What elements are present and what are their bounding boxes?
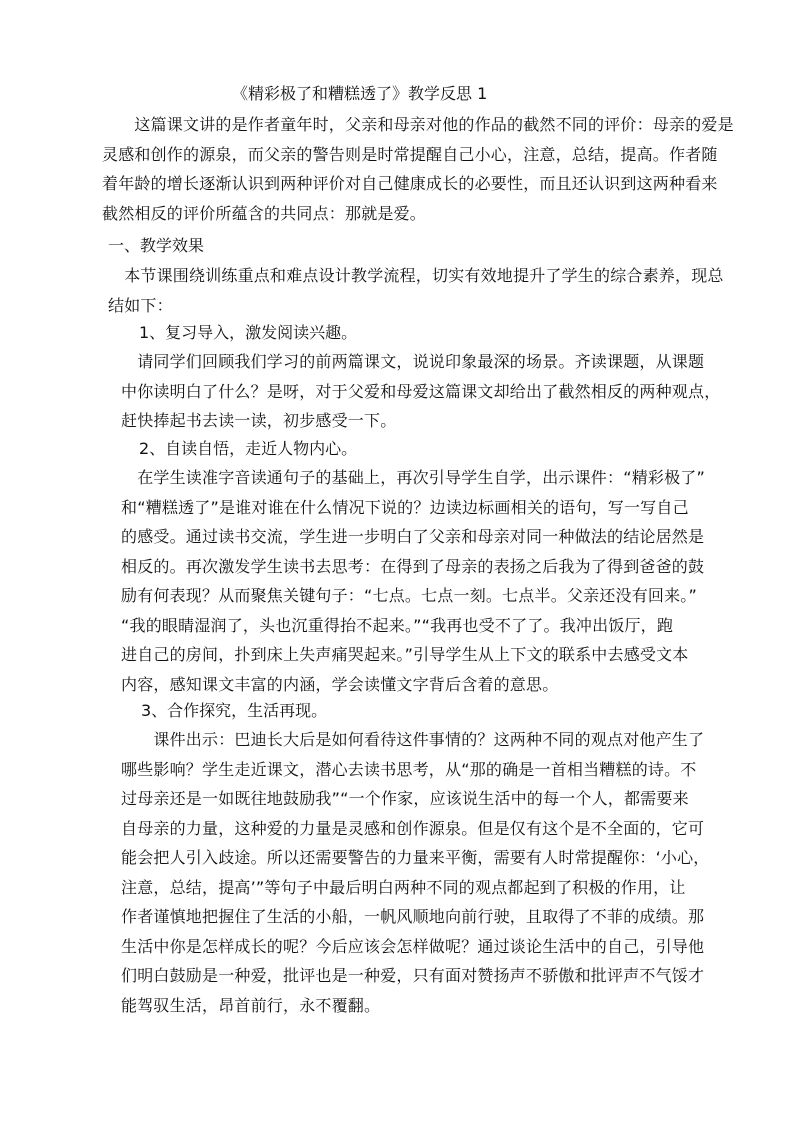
summary-paragraph	[108, 261, 724, 320]
intro-paragraph	[102, 110, 734, 228]
step-2-line: 相反的。再次激发学生读书去思考：在得到了母亲的表扬之后我为了得到爸爸的鼓	[121, 556, 705, 576]
summary-line: 结如下：	[108, 295, 173, 315]
step-1-line: 赶快捧起书去读一读，初步感受一下。	[121, 411, 397, 430]
step-2-line: 在学生读准字音读通句子的基础上，再次引导学生自学，出示课件：“精彩极了”	[121, 468, 705, 487]
intro-line: 着年龄的增长逐渐认识到两种评价对自己健康成长的必要性，而且还认识到这两种看来	[102, 174, 718, 193]
step-3-line: 自母亲的力量，这种爱的力量是灵感和创作源泉。但是仅有这个是不全面的，它可	[121, 818, 705, 838]
step-1-paragraph	[121, 347, 721, 436]
summary-line: 本节课围绕训练重点和难点设计教学流程，切实有效地提升了学生的综合素养，现总	[108, 266, 724, 285]
step-2-heading: 2、自读自悟，走近人物内心。	[139, 439, 358, 458]
step-1-line: 请同学们回顾我们学习的前两篇课文，说说印象最深的场景。齐读课题，从课题	[121, 352, 705, 371]
intro-line: 灵感和创作的源泉，而父亲的警告则是时常提醒自己小心，注意，总结，提高。作者随	[102, 144, 718, 164]
step-3-line: 作者谨慎地把握住了生活的小船，一帆风顺地向前行驶，且取得了不菲的成绩。那	[121, 907, 705, 926]
step-2-line: 和“糟糕透了”是谁对谁在什么情况下说的？边读边标画相关的语句，写一写自己	[121, 497, 689, 517]
step-2-line: “我的眼睛湿润了，头也沉重得抬不起来。”“我再也受不了了。我冲出饭厅，跑	[121, 615, 674, 635]
step-3-line: 能驾驭生活，昂首前行，永不覆翻。	[121, 995, 381, 1015]
step-3-line: 过母亲还是一如既往地鼓励我”“一个作家，应该说生活中的每一个人，都需要来	[121, 789, 689, 808]
step-3-heading: 3、合作探究，生活再现。	[141, 701, 328, 720]
step-2-line: 内容，感知课文丰富的内涵，学会读懂文字背后含着的意思。	[121, 674, 559, 694]
step-3-line: 课件出示：巴迪长大后是如何看待这件事情的？这两种不同的观点对他产生了	[121, 730, 705, 749]
step-2-line: 励有何表现？从而聚焦关键句子：“七点。七点一刻。七点半。父亲还没有回来。”	[121, 586, 697, 605]
step-2-line: 的感受。通过读书交流，学生进一步明白了父亲和母亲对同一种做法的结论居然是	[121, 527, 705, 546]
step-2-paragraph	[121, 463, 705, 699]
step-3-line: 们明白鼓励是一种爱，批评也是一种爱，只有面对赞扬声不骄傲和批评声不气馁才	[121, 966, 705, 985]
step-3-paragraph	[121, 725, 710, 1020]
intro-line: 截然相反的评价所蕴含的共同点：那就是爱。	[102, 203, 427, 223]
document-title: 《精彩极了和糟糕透了》教学反思 1	[232, 84, 488, 103]
step-3-line: 能会把人引入歧途。所以还需要警告的力量来平衡，需要有人时常提醒你：‘小心，	[121, 848, 710, 867]
step-3-line: 生活中你是怎样成长的呢？今后应该会怎样做呢？通过谈论生活中的自己，引导他	[121, 936, 705, 956]
step-3-line: 注意，总结，提高’”等句子中最后明白两种不同的观点都起到了积极的作用，让	[121, 877, 686, 897]
step-1-heading: 1、复习导入，激发阅读兴趣。	[139, 323, 358, 342]
step-3-line: 哪些影响？学生走近课文，潜心去读书思考，从“那的确是一首相当糟糕的诗。不	[121, 759, 697, 779]
step-2-line: 进自己的房间，扑到床上失声痛哭起来。”引导学生从上下文的联系中去感受文本	[121, 645, 689, 664]
section-heading-teaching-effect: 一、教学效果	[108, 236, 205, 255]
intro-line: 这篇课文讲的是作者童年时，父亲和母亲对他的作品的截然不同的评价：母亲的爱是	[102, 115, 734, 134]
step-1-line: 中你读明白了什么？是呀，对于父爱和母爱这篇课文却给出了截然相反的两种观点，	[121, 381, 721, 401]
